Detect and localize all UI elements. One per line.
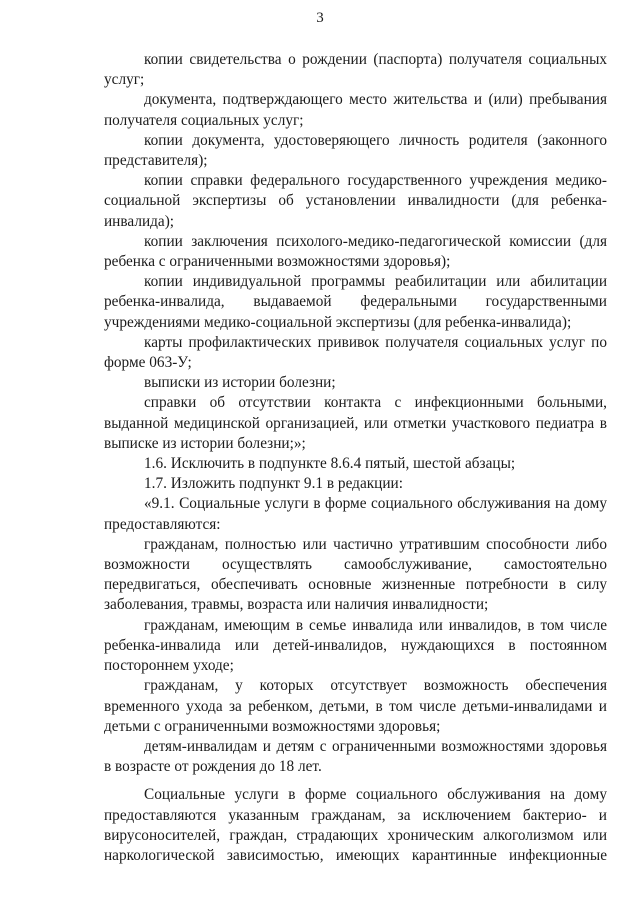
- document-body: [104, 50, 607, 866]
- paragraph-11: 1.7. Изложить подпункт 9.1 в редакции:: [144, 475, 403, 493]
- paragraph-12: «9.1. Социальные услуги в форме социального обслуживания на дому предоставляются:: [104, 495, 607, 533]
- paragraph-9: справки об отсутствии контакта с инфекционными больными, выданной медицинской организацией, или отметки участкового педиатра в выписке из истории болезни;»;: [104, 394, 607, 452]
- paragraph-4: копии справки федерального государственного учреждения медико-социальной экспертизы об установлении инвалидности (для ребенка-инвалида);: [104, 172, 607, 230]
- paragraph-10: 1.6. Исключить в подпункте 8.6.4 пятый, шестой абзацы;: [144, 455, 516, 473]
- paragraph-7: карты профилактических прививок получателя социальных услуг по форме 063-У;: [104, 333, 607, 372]
- paragraph-2: документа, подтверждающего место жительства и (или) пребывания получателя социальных услуг;: [104, 91, 607, 129]
- page-number: 3: [316, 10, 324, 26]
- paragraph-14: гражданам, имеющим в семье инвалида или инвалидов, в том числе ребенка-инвалида или детей-инвалидов, нуждающихся в постоянном постороннем уходе;: [104, 616, 607, 675]
- paragraph-16: детям-инвалидам и детям с ограниченными возможностями здоровья в возрасте от рождения до 18 лет.: [104, 737, 607, 776]
- paragraph-13: гражданам, полностью или частично утратившим способности либо возможности осуществлять самообслуживание, самостоятельно передвигаться, обеспечивать основные жизненные потребности в силу заболевания, травмы, возраста или наличия инвалидности;: [104, 535, 607, 614]
- paragraph-15: гражданам, у которых отсутствует возможность обеспечения временного ухода за ребенком, детьми, в том числе детьми-инвалидами и детьми с ограниченными возможностями здоровья;: [104, 677, 607, 735]
- paragraph-3: копии документа, удостоверяющего личность родителя (законного представителя);: [104, 131, 607, 170]
- paragraph-1: копии свидетельства о рождении (паспорта) получателя социальных услуг;: [104, 51, 607, 89]
- paragraph-8: выписки из истории болезни;: [144, 374, 336, 392]
- paragraph-17: Социальные услуги в форме социального обслуживания на дому предоставляются указанным гражданам, за исключением бактерио- и вирусоносителей, граждан, страдающих хроническим алкоголизмом или наркологической зависимостью, имеющих карантинные инфекционные: [104, 786, 607, 864]
- paragraph-5: копии заключения психолого-медико-педагогической комиссии (для ребенка с ограниченными возможностями здоровья);: [104, 232, 607, 271]
- paragraph-6: копии индивидуальной программы реабилитации или абилитации ребенка-инвалида, выдаваемой федеральными государственными учреждениями медико-социальной экспертизы (для ребенка-инвалида);: [104, 273, 607, 331]
